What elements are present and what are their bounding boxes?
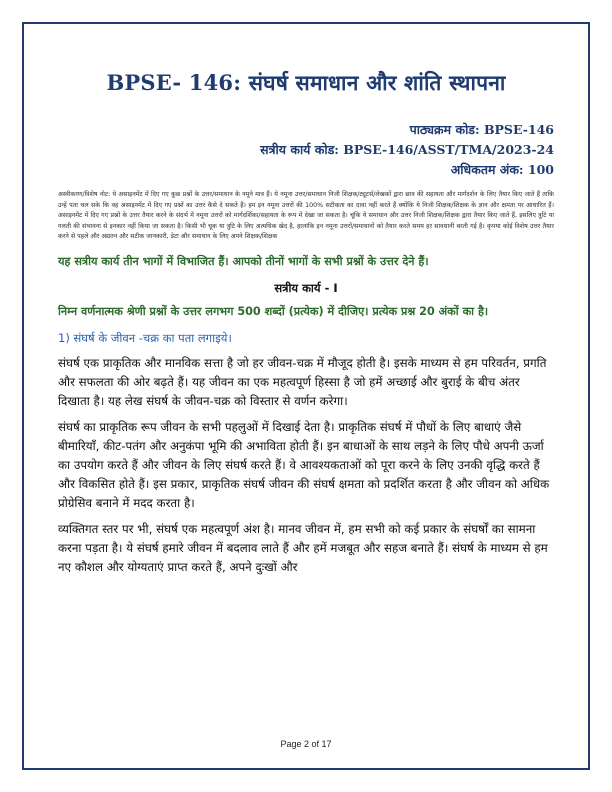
section-title: सत्रीय कार्य - I (274, 280, 338, 295)
answer-paragraph-3: व्यक्तिगत स्तर पर भी, संघर्ष एक महत्वपूर्ण अंश है। मानव जीवन में, हम सभी को कई प्रकार के संघर्षों का सामना करना पड़ता है। ये संघर्ष हमारे जीवन में बदलाव लाते हैं और हमें मजबूत और सहज बनाते हैं। संघर्ष के माध्यम से हम नए कौशल और योग्यताएं प्राप्त करते हैं, अपने दुःखों और (58, 521, 548, 574)
answer-paragraph-2: संघर्ष का प्राकृतिक रूप जीवन के सभी पहलुओं में दिखाई देता है। प्राकृतिक संघर्ष में पौधों के लिए बाधाएं जैसे बीमारियाँ, कीट-पतंग और अनुकंपा भूमि की अभाविता होती हैं। इन बाधाओं के साथ लड़ने के लिए पौधे अपनी ऊर्जा का उपयोग करते हैं और जीवन के लिए संघर्ष करते हैं। वे आवश्यकताओं को पूरा करने के लिए उनकी वृद्धि करते हैं और विकसित होते हैं। इस प्रकार, प्राकृतिक संघर्ष जीवन की संघर्ष क्षमता को प्रदर्शित करता है और जीवन को अधिक प्रोग्रेसिव बनाने में मदद करता है। (58, 419, 550, 510)
question-1: 1) संघर्ष के जीवन -चक्र का पता लगाइये। (58, 330, 232, 345)
answer-paragraph-1: संघर्ष एक प्राकृतिक और मानविक सत्ता है जो हर जीवन-चक्र में मौजूद होती है। इसके माध्यम से हम परिवर्तन, प्रगति और सफलता की ओर बढ़ते हैं। यह जीवन का एक महत्वपूर्ण हिस्सा है जो हमें अच्छाई और बुराई के बीच अंतर दिखाता है। यह लेख संघर्ष के जीवन-चक्र को विस्तार से वर्णन करेगा। (58, 355, 547, 408)
assignment-meta (58, 120, 554, 180)
document-content (58, 68, 554, 577)
max-marks: अधिकतम अंक: 100 (450, 162, 554, 177)
disclaimer-note: अस्वीकरण/विशेष नोट: ये असाइनमेंट में दिए गए कुछ प्रश्नों के उत्तर/समाधान के नमूने मात्र हैं। ये नमूना उत्तर/समाधान निजी शिक्षक/ट्यूटर्स/लेखकों द्वारा छात्र की सहायता और मार्गदर्शन के लिए तैयार किए जाते हैं ताकि उन्हें पता चल सके कि वह असाइनमेंट में दिए गए प्रश्नों का उत्तर कैसे दे सकते हैं। हम इन नमूना उत्तरों की 100% सटीकता का दावा नहीं करते हैं क्योंकि ये निजी शिक्षक/शिक्षक के ज्ञान और क्षमता पर आधारित हैं। असाइनमेंट में दिए गए प्रश्नों के उत्तर तैयार करने के संदर्भ में नमूना उत्तरों को मार्गदर्शिका/सहायता के रूप में देखा जा सकता है। चूंकि ये समाधान और उत्तर निजी शिक्षक/शिक्षक द्वारा तैयार किए जाते हैं, इसलिए त्रुटि या गलती की संभावना से इनकार नहीं किया जा सकता है। किसी भी चूक या त्रुटि के लिए अत्यधिक खेद है, हालांकि इन नमूना उत्तरों/समाधानों को तैयार करते समय हर सावधानी बरती गई है। कृपया कोई विशेष उत्तर तैयार करने से पहले और अद्यतन और सटीक जानकारी, डेटा और समाधान के लिए अपने शिक्षक/शिक्षक (58, 191, 554, 240)
assignment-instruction: यह सत्रीय कार्य तीन भागों में विभाजित हैं। आपको तीनों भागों के सभी प्रश्नों के उत्तर देने हैं। (58, 254, 429, 268)
assignment-code: सत्रीय कार्य कोड: BPSE-146/ASST/TMA/2023-24 (260, 142, 554, 157)
question-instruction: निम्न वर्णनात्मक श्रेणी प्रश्नों के उत्तर लगभग 500 शब्दों (प्रत्येक) में दीजिए। प्रत्येक प्रश्न 20 अंकों का है। (58, 304, 489, 318)
course-code: पाठ्यक्रम कोड: BPSE-146 (409, 122, 554, 137)
document-title: BPSE- 146: संघर्ष समाधान और शांति स्थापना (106, 70, 506, 95)
page-number: Page 2 of 17 (280, 739, 332, 749)
